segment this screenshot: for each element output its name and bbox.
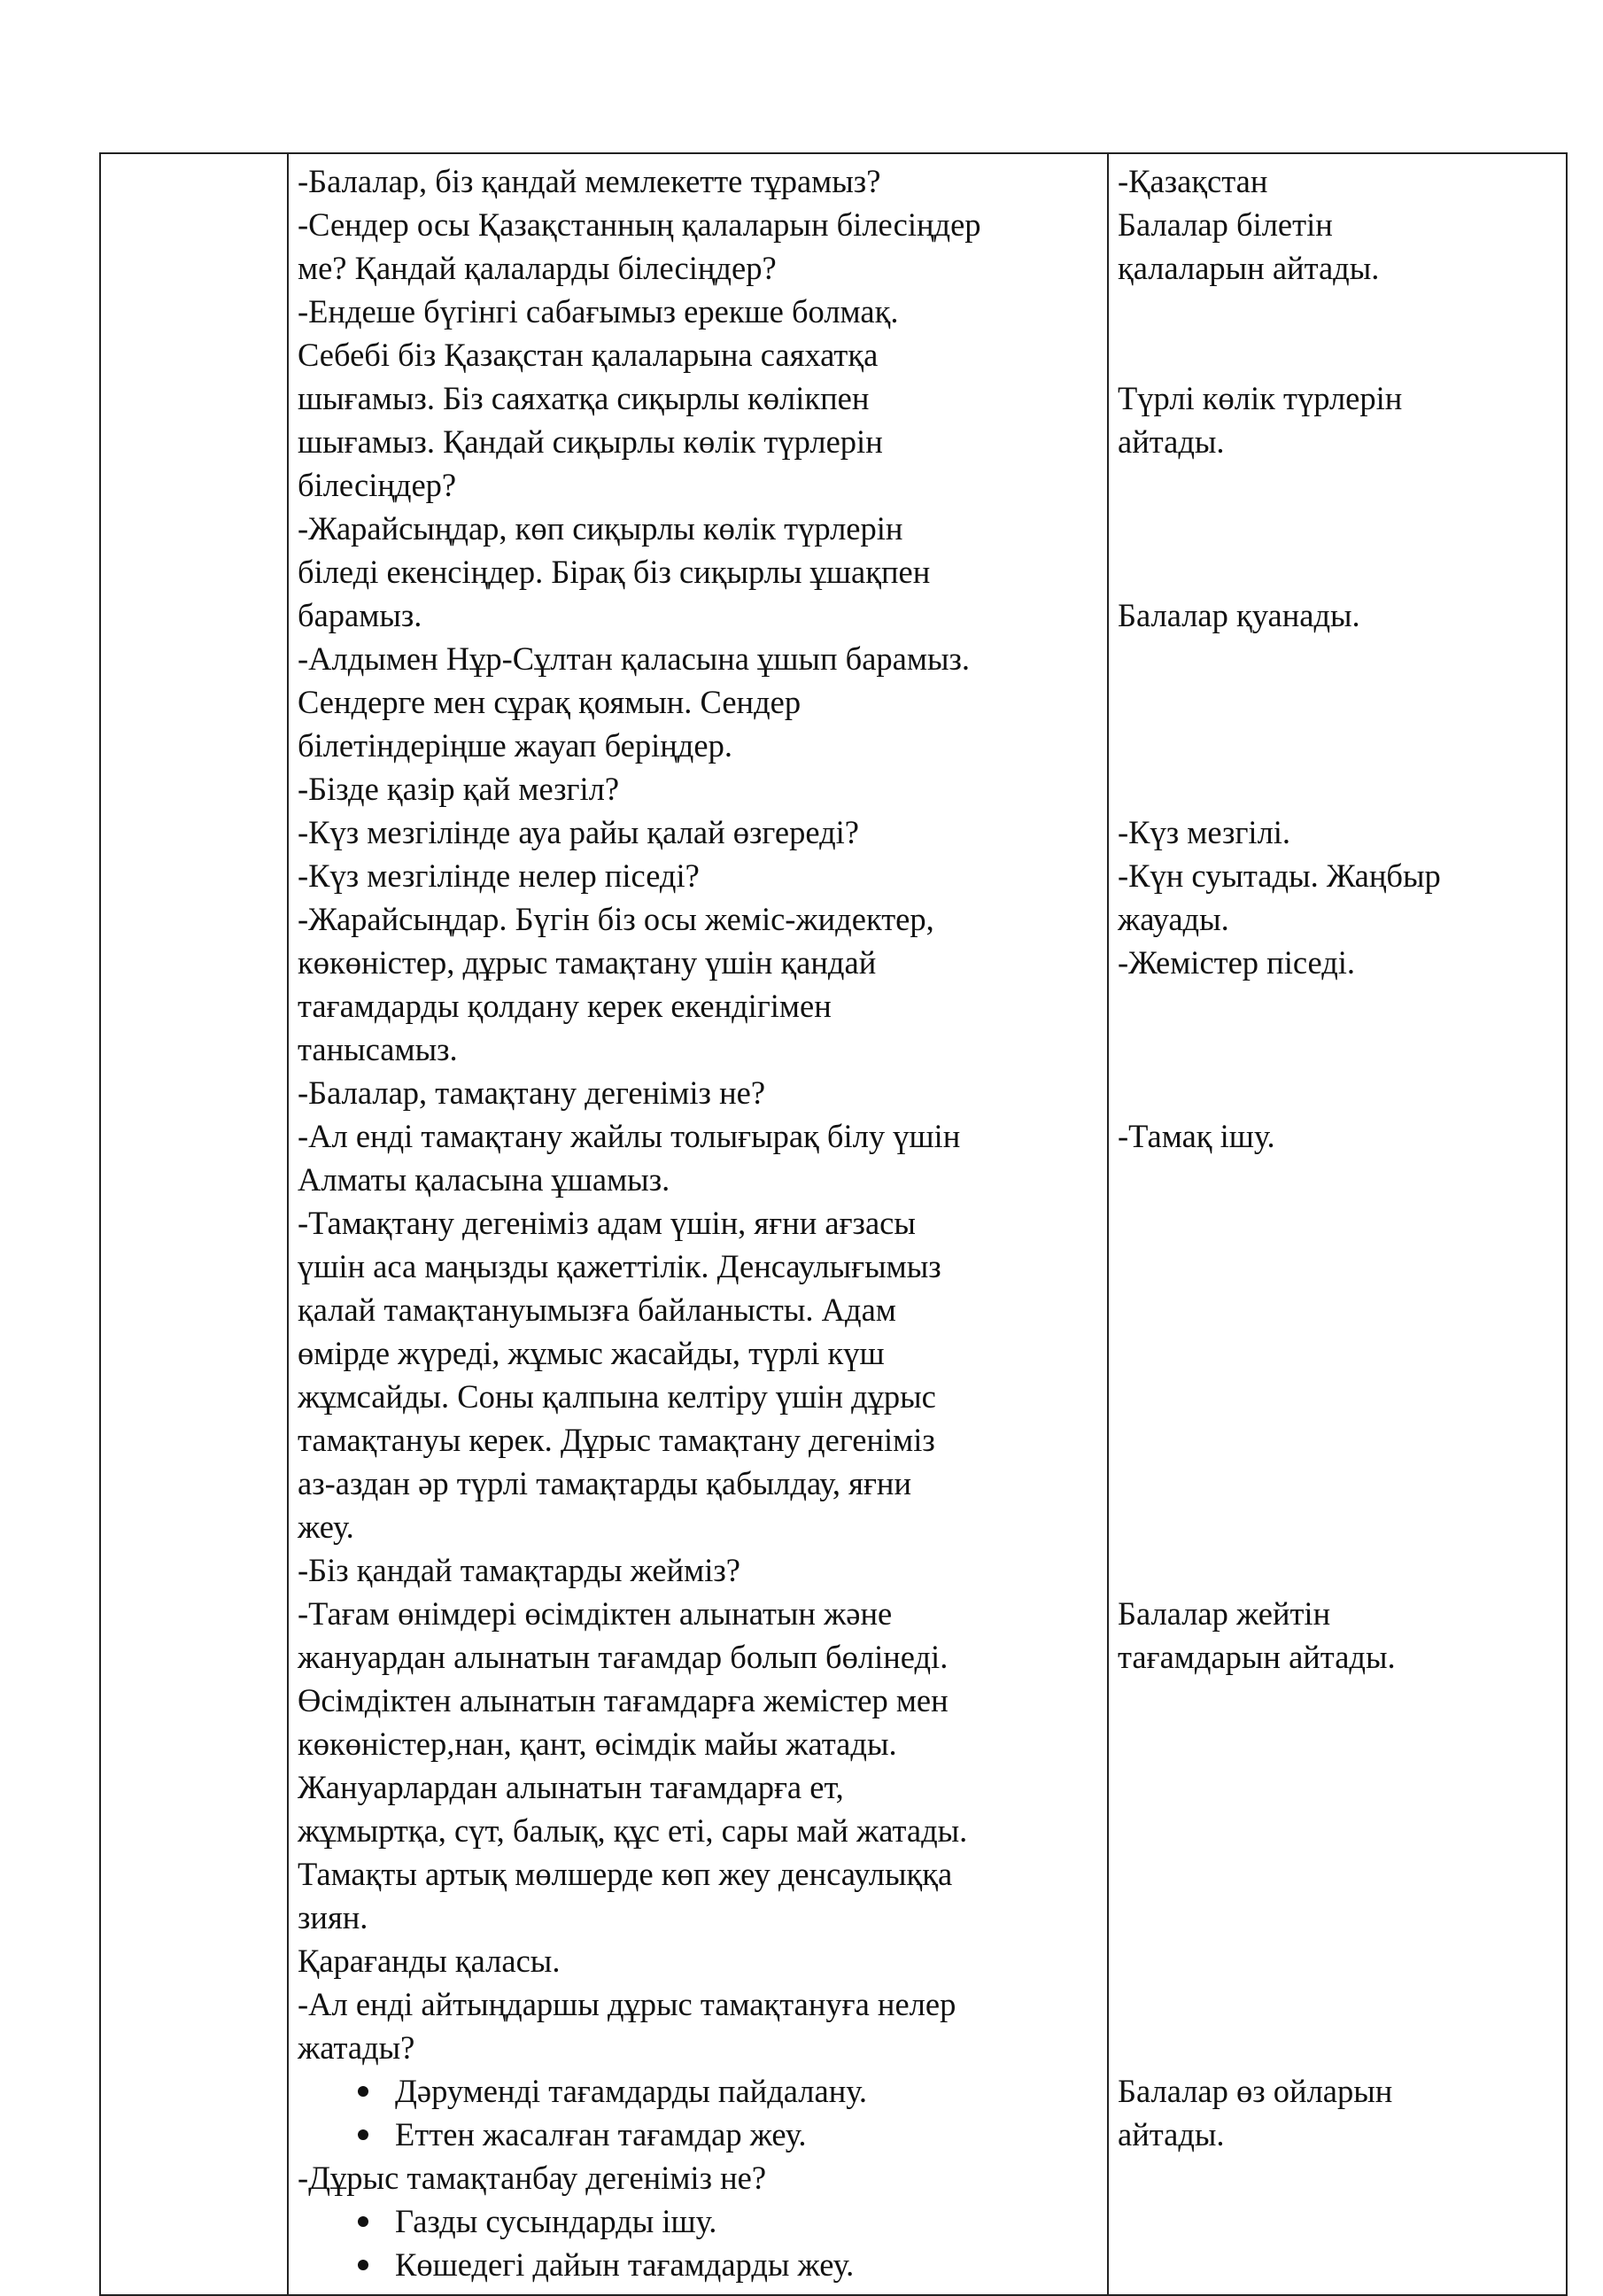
text-line xyxy=(298,1245,1099,1288)
text-line xyxy=(298,1375,1099,1418)
response-block xyxy=(1118,2069,1392,2156)
response-line: Балалар білетін xyxy=(1118,206,1333,243)
text-line xyxy=(298,1462,1099,1505)
text-line xyxy=(298,1201,1099,1245)
text-line xyxy=(298,767,1099,811)
response-block xyxy=(1118,593,1360,637)
line-text: зиян. xyxy=(298,1899,368,1935)
text-line xyxy=(298,1028,1099,1071)
response-line: жауады. xyxy=(1118,901,1229,937)
line-text: тамақтануы керек. Дұрыс тамақтану дегеніміз xyxy=(298,1422,935,1458)
response-block xyxy=(1118,159,1379,290)
text-line xyxy=(298,1722,1099,1765)
column-divider-left xyxy=(287,154,289,2294)
line-text: танысамыз. xyxy=(298,1031,458,1067)
bullet-item xyxy=(298,2113,1099,2156)
line-text: жұмсайды. Соны қалпына келтіру үшін дұрыс xyxy=(298,1378,936,1415)
line-text: Алматы қаласына ұшамыз. xyxy=(298,1161,670,1198)
line-text: ме? Қандай қалаларды білесіңдер? xyxy=(298,250,777,286)
bullet-dot-icon xyxy=(358,2216,368,2227)
response-line: айтады. xyxy=(1118,2116,1225,2152)
line-text: Еттен жасалған тағамдар жеу. xyxy=(395,2116,807,2152)
line-text: Газды сусындарды ішу. xyxy=(395,2203,717,2239)
line-text: көкөністер, дұрыс тамақтану үшін қандай xyxy=(298,944,877,981)
text-line xyxy=(298,1939,1099,1982)
line-text: -Алдымен Нұр-Сұлтан қаласына ұшып барамыз. xyxy=(298,640,971,677)
line-text: -Сендер осы Қазақстанның қалаларын білесіңдер xyxy=(298,206,981,243)
line-text: -Бізде қазір қай мезгіл? xyxy=(298,771,620,807)
text-line xyxy=(298,593,1099,637)
response-line: Түрлі көлік түрлерін xyxy=(1118,380,1403,416)
line-text: -Ендеше бүгінгі сабағымыз ерекше болмақ. xyxy=(298,293,899,330)
line-text: үшін аса маңызды қажеттілік. Денсаулығымыз xyxy=(298,1248,941,1284)
line-text: шығамыз. Қандай сиқырлы көлік түрлерін xyxy=(298,423,883,460)
line-text: білесіңдер? xyxy=(298,467,457,503)
line-text: білетіндеріңше жауап беріңдер. xyxy=(298,727,732,764)
bullet-item xyxy=(298,2243,1099,2286)
text-line xyxy=(298,1679,1099,1722)
text-line xyxy=(298,1548,1099,1592)
line-text: -Біз қандай тамақтарды жейміз? xyxy=(298,1552,740,1588)
response-block xyxy=(1118,1114,1275,1158)
text-line xyxy=(298,1635,1099,1679)
text-line xyxy=(298,463,1099,507)
line-text: Дәруменді тағамдарды пайдалану. xyxy=(395,2073,867,2109)
text-line xyxy=(298,1592,1099,1635)
text-line xyxy=(298,1852,1099,1896)
line-text: өмірде жүреді, жұмыс жасайды, түрлі күш xyxy=(298,1335,885,1371)
line-text: -Дұрыс тамақтанбау дегеніміз не? xyxy=(298,2160,767,2196)
text-line xyxy=(298,203,1099,246)
text-line xyxy=(298,420,1099,463)
text-line xyxy=(298,1982,1099,2026)
line-text: Көшедегі дайын тағамдарды жеу. xyxy=(395,2246,855,2283)
text-line xyxy=(298,2156,1099,2199)
response-line: -Тамақ ішу. xyxy=(1118,1118,1275,1154)
text-line xyxy=(298,550,1099,593)
text-line xyxy=(298,1896,1099,1939)
text-line xyxy=(298,897,1099,941)
response-line: Балалар өз ойларын xyxy=(1118,2073,1393,2109)
text-line xyxy=(298,1765,1099,1809)
line-text: -Ал енді айтыңдаршы дұрыс тамақтануға нелер xyxy=(298,1986,956,2022)
text-line xyxy=(298,2026,1099,2069)
line-text: -Тамақтану дегеніміз адам үшін, яғни ағзасы xyxy=(298,1205,916,1241)
text-line xyxy=(298,637,1099,680)
text-line xyxy=(298,1418,1099,1462)
text-line xyxy=(298,811,1099,854)
line-text: -Жарайсыңдар, көп сиқырлы көлік түрлерін xyxy=(298,510,903,547)
text-line xyxy=(298,1331,1099,1375)
line-text: қалай тамақтануымызға байланысты. Адам xyxy=(298,1292,896,1328)
line-text: -Жарайсыңдар. Бүгін біз осы жеміс-жидектер, xyxy=(298,901,934,937)
text-line xyxy=(298,1114,1099,1158)
line-text: Сендерге мен сұрақ қоямын. Сендер xyxy=(298,684,802,720)
text-line xyxy=(298,246,1099,290)
line-text: -Балалар, тамақтану дегеніміз не? xyxy=(298,1074,766,1111)
line-text: -Күз мезгілінде ауа райы қалай өзгереді? xyxy=(298,814,859,850)
line-text: Қарағанды қаласы. xyxy=(298,1943,561,1979)
response-line: -Күз мезгілі. xyxy=(1118,814,1291,850)
text-line xyxy=(298,984,1099,1028)
text-line xyxy=(298,290,1099,333)
text-line xyxy=(298,680,1099,724)
line-text: Тамақты артық мөлшерде көп жеу денсаулыққа xyxy=(298,1856,953,1892)
text-line xyxy=(298,854,1099,897)
bullet-dot-icon xyxy=(358,2260,368,2270)
line-text: көкөністер,нан, қант, өсімдік майы жатады. xyxy=(298,1726,897,1762)
bullet-dot-icon xyxy=(358,2086,368,2097)
response-line: -Жемістер піседі. xyxy=(1118,944,1356,981)
lesson-table xyxy=(99,152,1568,2296)
line-text: жұмыртқа, сүт, балық, құс еті, сары май жатады. xyxy=(298,1812,968,1849)
line-text: біледі екенсіңдер. Бірақ біз сиқырлы ұшақпен xyxy=(298,554,931,590)
response-line: -Қазақстан xyxy=(1118,163,1268,199)
text-line xyxy=(298,159,1099,203)
response-line: тағамдарын айтады. xyxy=(1118,1639,1396,1675)
teacher-activity-column xyxy=(298,159,1099,2286)
line-text: жатады? xyxy=(298,2029,415,2066)
line-text: Себебі біз Қазақстан қалаларына саяхатқа xyxy=(298,337,879,373)
line-text: -Күз мезгілінде нелер піседі? xyxy=(298,857,700,894)
line-text: барамыз. xyxy=(298,597,422,633)
text-line xyxy=(298,507,1099,550)
line-text: Жануарлардан алынатын тағамдарға ет, xyxy=(298,1769,844,1805)
line-text: шығамыз. Біз саяхатқа сиқырлы көлікпен xyxy=(298,380,870,416)
response-line: айтады. xyxy=(1118,423,1225,460)
bullet-item xyxy=(298,2069,1099,2113)
response-block xyxy=(1118,376,1402,463)
response-line: -Күн суытады. Жаңбыр xyxy=(1118,857,1441,894)
bullet-dot-icon xyxy=(358,2129,368,2140)
text-line xyxy=(298,941,1099,984)
line-text: аз-аздан әр түрлі тамақтарды қабылдау, яғни xyxy=(298,1465,911,1501)
text-line xyxy=(298,1809,1099,1852)
response-line: қалаларын айтады. xyxy=(1118,250,1380,286)
line-text: жануардан алынатын тағамдар болып бөлінеді. xyxy=(298,1639,949,1675)
line-text: -Тағам өнімдері өсімдіктен алынатын және xyxy=(298,1595,893,1632)
text-line xyxy=(298,333,1099,376)
text-line xyxy=(298,724,1099,767)
line-text: -Ал енді тамақтану жайлы толығырақ білу үшін xyxy=(298,1118,961,1154)
response-line: Балалар қуанады. xyxy=(1118,597,1360,633)
text-line xyxy=(298,1071,1099,1114)
response-block xyxy=(1118,811,1441,984)
text-line xyxy=(298,1505,1099,1548)
bullet-item xyxy=(298,2199,1099,2243)
text-line xyxy=(298,376,1099,420)
column-divider-right xyxy=(1107,154,1109,2294)
text-line xyxy=(298,1288,1099,1331)
line-text: -Балалар, біз қандай мемлекетте тұрамыз? xyxy=(298,163,881,199)
line-text: тағамдарды қолдану керек екендігімен xyxy=(298,988,832,1024)
line-text: жеу. xyxy=(298,1509,354,1545)
line-text: Өсімдіктен алынатын тағамдарға жемістер мен xyxy=(298,1682,949,1718)
text-line xyxy=(298,1158,1099,1201)
response-line: Балалар жейтін xyxy=(1118,1595,1331,1632)
response-block xyxy=(1118,1592,1396,1679)
